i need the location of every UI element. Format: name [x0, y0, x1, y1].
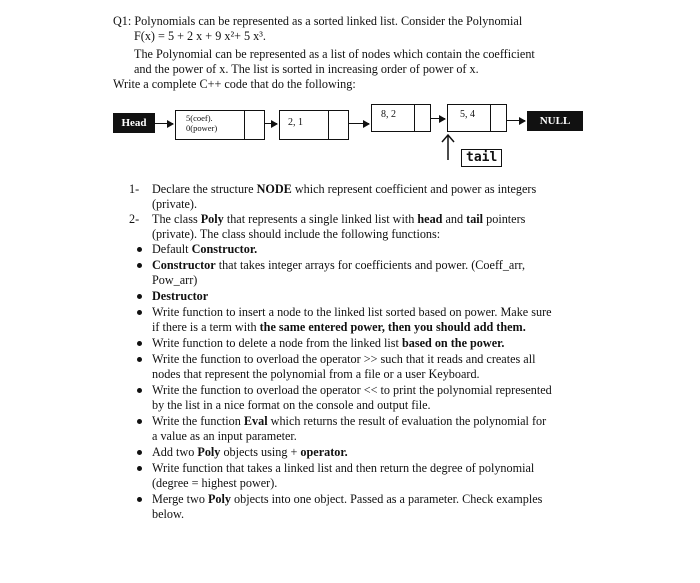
bullet-dot [137, 388, 142, 393]
bullet-destructor: Destructor [152, 289, 209, 303]
bullet-degree-line1: Write function that takes a linked list and then return the degree of polynomial [152, 461, 535, 475]
task-line: Write a complete C++ code that do the following: [113, 77, 356, 91]
item-number-1: 1- [129, 182, 140, 196]
bullet-overload-in-line1: Write the function to overload the operator >> such that it reads and creates all [152, 352, 536, 366]
item-1-line1: Declare the structure NODE which represent coefficient and power as integers [152, 182, 537, 196]
item-2-line1: The class Poly that represents a single linked list with head and tail pointers [152, 212, 526, 226]
bullet-insert-line1: Write function to insert a node to the linked list sorted based on power. Make sure [152, 305, 552, 319]
bullet-dot [137, 466, 142, 471]
bullet-dot [137, 419, 142, 424]
null-label: NULL [527, 111, 583, 131]
node-2-value: 2, 1 [288, 117, 303, 128]
node-4-value: 5, 4 [460, 109, 475, 120]
bullet-delete: Write function to delete a node from the linked list based on the power. [152, 336, 505, 350]
node-1-divider [244, 111, 245, 139]
node-3-value: 8, 2 [381, 109, 396, 120]
bullet-dot [137, 310, 142, 315]
question-heading: Q1: Polynomials can be represented as a sorted linked list. Consider the Polynomial [113, 14, 523, 28]
arrow-node1-to-node2 [265, 123, 277, 124]
intro-paragraph-line1: The Polynomial can be represented as a list of nodes which contain the coefficient [134, 47, 535, 61]
tail-arrow-icon [440, 132, 462, 162]
bullet-dot [137, 450, 142, 455]
bullet-overload-in-line2: nodes that represent the polynomial from a file or a user Keyboard. [152, 367, 480, 381]
arrow-head-to-node1 [155, 123, 173, 124]
bullet-dot [137, 247, 142, 252]
bullet-dot [137, 263, 142, 268]
tail-label: tail [461, 149, 502, 167]
bullet-eval-line2: a value as an input parameter. [152, 429, 297, 443]
node-3 [371, 104, 431, 132]
item-2-line2: (private). The class should include the following functions: [152, 227, 441, 241]
arrow-node3-to-node4 [431, 118, 445, 119]
bullet-constructor-line2: Pow_arr) [152, 273, 198, 287]
bullet-add: Add two Poly objects using + operator. [152, 445, 348, 459]
bullet-merge-line2: below. [152, 507, 185, 521]
bullet-dot [137, 357, 142, 362]
bullet-default-constructor: Default Constructor. [152, 242, 258, 256]
node-2-divider [328, 111, 329, 139]
node-1 [175, 110, 265, 140]
arrow-node2-to-node3 [349, 123, 369, 124]
node-2 [279, 110, 349, 140]
node-1-coef: 5(coef). [186, 113, 213, 123]
item-1-line2: (private). [152, 197, 198, 211]
bullet-dot [137, 341, 142, 346]
bullet-dot [137, 497, 142, 502]
arrow-node4-to-null [507, 120, 525, 121]
node-4-divider [490, 105, 491, 131]
bullet-eval-line1: Write the function Eval which returns the result of evaluation the polynomial for [152, 414, 547, 428]
bullet-insert-line2: if there is a term with the same entered power, then you should add them. [152, 320, 526, 334]
item-number-2: 2- [129, 212, 140, 226]
bullet-overload-out-line1: Write the function to overload the operator << to print the polynomial represented [152, 383, 552, 397]
head-label: Head [113, 113, 155, 133]
bullet-dot [137, 294, 142, 299]
bullet-overload-out-line2: by the list in a nice format on the console and output file. [152, 398, 431, 412]
intro-paragraph-line2: and the power of x. The list is sorted in increasing order of power of x. [134, 62, 479, 76]
polynomial-formula: F(x) = 5 + 2 x + 9 x²+ 5 x³. [134, 29, 266, 43]
bullet-degree-line2: (degree = highest power). [152, 476, 278, 490]
node-4 [447, 104, 507, 132]
node-3-divider [414, 105, 415, 131]
node-1-power: 0(power) [186, 123, 218, 133]
bullet-constructor-line1: Constructor that takes integer arrays for coefficients and power. (Coeff_arr, [152, 258, 526, 272]
bullet-merge-line1: Merge two Poly objects into one object. Passed as a parameter. Check examples [152, 492, 543, 506]
